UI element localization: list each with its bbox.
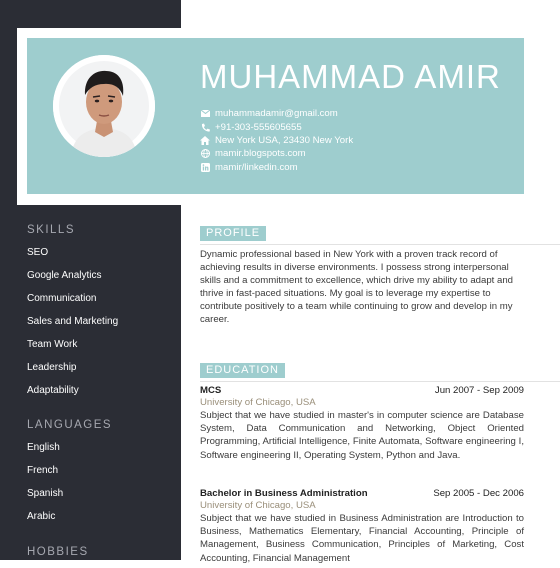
contact-phone[interactable] [200,120,353,133]
education-entry [200,385,524,462]
degree-description: Subject that we have studied in master's in computer science are Database System, Data Communication and Networking, Object Oriented Programming, Artificial Intelligence, Finite Automata, Software engineering I, Software engineering II, Operating System, Python and Java. [200,410,524,461]
skill-item: Communication [27,293,97,304]
education-entry-header [200,488,524,499]
degree-description: Subject that we have studied in Business Administration are Introduction to Business, Mathematics Elementary, Financial Accounting, Principle of Management, Business Communication, Principles of Marketing, Cost Accounting, Financial Management [200,513,524,564]
degree-dates: Sep 2005 - Dec 2006 [433,488,524,499]
phone-icon [200,122,210,132]
contact-list [200,107,353,174]
email-icon [200,109,210,119]
skill-item: Leadership [27,362,77,373]
profile-section-title [200,223,560,238]
education-section-title [200,360,560,375]
profile-heading: PROFILE [200,226,266,241]
profile-photo [53,55,155,157]
school-name: University of Chicago, USA [200,500,316,511]
skill-item: Adaptability [27,385,79,396]
contact-website-text: mamir.blogspots.com [215,148,306,160]
contact-email-text: muhammadamir@gmail.com [215,108,338,120]
languages-heading: LANGUAGES [27,419,113,431]
section-divider [200,381,560,382]
contact-linkedin[interactable] [200,161,353,174]
contact-address-text: New York USA, 23430 New York [215,134,354,146]
contact-email[interactable] [200,107,353,120]
contact-website[interactable] [200,147,353,160]
education-entry-header [200,385,524,396]
candidate-name: MUHAMMAD AMIR [200,58,501,95]
language-item: French [27,465,59,476]
degree-title: Bachelor in Business Administration [200,488,368,499]
linkedin-icon [200,162,210,172]
section-divider [200,244,560,245]
contact-address [200,134,353,147]
degree-title: MCS [200,385,222,396]
skill-item: Team Work [27,339,78,350]
language-item: Spanish [27,488,64,499]
contact-linkedin-text: mamir/linkedin.com [215,161,298,173]
education-heading: EDUCATION [200,363,285,378]
skill-item: SEO [27,247,49,258]
home-icon [200,135,210,145]
languages-section [27,419,112,533]
language-item: Arabic [27,511,56,522]
globe-icon [200,149,210,159]
skill-item: Google Analytics [27,270,102,281]
contact-phone-text: +91-303-555605655 [215,121,302,133]
skill-item: Sales and Marketing [27,316,119,327]
language-item: English [27,442,60,453]
skills-heading: SKILLS [27,224,75,236]
education-entry [200,488,524,565]
hobbies-section [27,546,89,568]
school-name: University of Chicago, USA [200,397,316,408]
hobbies-heading: HOBBIES [27,546,89,558]
profile-summary: Dynamic professional based in New York with a proven track record of achieving results in diverse environments. I possess strong interpersonal skills and a commitment to excellence, which drive my ability to adapt and thrive in fast-paced situations. My goal is to leverage my expertise to contribute positively to a team while continuing to grow and develop in my career. [200,249,514,325]
degree-dates: Jun 2007 - Sep 2009 [434,385,524,396]
skills-section [27,224,118,407]
